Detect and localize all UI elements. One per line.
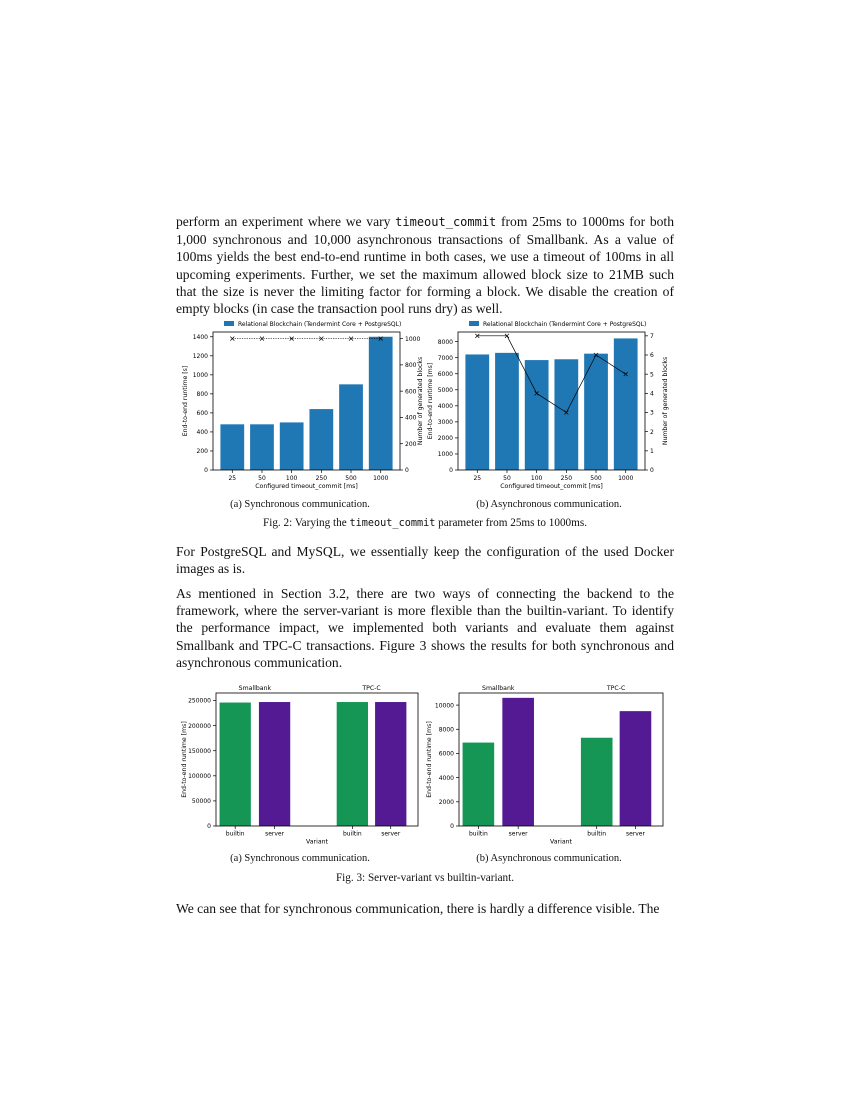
- fig2a-bar-250: [309, 409, 333, 470]
- fig3b-xtick-label: server: [625, 830, 645, 838]
- fig2a-blocks-marker: [319, 337, 323, 341]
- fig2a-ytick-label: 200: [196, 448, 208, 456]
- fig3a-bar-smallbank-builtin: [220, 703, 251, 826]
- paragraph-4: We can see that for synchronous communication, there is hardly a difference visible. The: [176, 901, 660, 916]
- fig3b-xtick-label: server: [508, 830, 528, 838]
- fig3b-group-title: TPC-C: [606, 685, 626, 692]
- fig2a-legend-label: Relational Blockchain (Tendermint Core + PostgreSQL): [238, 321, 402, 328]
- fig3b-bar-smallbank-server: [502, 698, 534, 826]
- fig2a-y2tick-label: 600: [405, 388, 417, 396]
- fig2b-ytick-label: 1000: [437, 451, 453, 459]
- fig3b-ylabel: End-to-end runtime [ms]: [426, 721, 433, 798]
- fig3a-ytick-label: 0: [207, 823, 211, 831]
- fig3a-xtick-label: server: [265, 830, 285, 838]
- fig2b-legend-swatch: [469, 321, 479, 326]
- paragraph-1-code: timeout_commit: [395, 215, 497, 229]
- fig2b-xtick-label: 100: [530, 475, 543, 482]
- paragraph-1-text-a: perform an experiment where we vary: [176, 214, 396, 229]
- fig2b-ytick-label: 2000: [437, 435, 453, 443]
- fig2b-bar-250: [554, 359, 578, 470]
- fig3a-group-title: Smallbank: [238, 685, 272, 692]
- fig2a-y2tick-label: 1000: [405, 335, 421, 343]
- fig3b-xtick-label: builtin: [468, 830, 488, 838]
- fig2a-subcaption: (a) Synchronous communication.: [230, 499, 370, 510]
- fig2a-bar-25: [220, 424, 244, 470]
- fig3a-ytick-label: 250000: [188, 697, 211, 705]
- fig2a-ytick-label: 800: [196, 391, 208, 399]
- fig2b-bar-1000: [614, 338, 638, 470]
- fig2b-y2tick-label: 5: [650, 371, 654, 379]
- fig2a-legend-swatch: [224, 321, 234, 326]
- fig3a-bar-smallbank-server: [259, 702, 290, 826]
- fig2b-y2tick-label: 1: [650, 448, 654, 456]
- fig2a-ytick-label: 1000: [192, 372, 208, 380]
- fig2b-y2tick-label: 7: [650, 333, 654, 341]
- paragraph-2: For PostgreSQL and MySQL, we essentially keep the configuration of the used Docker images as is.: [176, 544, 674, 577]
- fig3b-bar-smallbank-builtin: [463, 743, 495, 826]
- fig2b-y2tick-label: 2: [650, 428, 654, 436]
- fig2a-bar-500: [339, 384, 363, 470]
- fig3b-chart: [425, 682, 665, 846]
- fig3b-ytick-label: 4000: [438, 774, 454, 782]
- fig2a-ytick-label: 600: [196, 410, 208, 418]
- fig2b-legend-label: Relational Blockchain (Tendermint Core + PostgreSQL): [483, 321, 647, 328]
- fig2b-xtick-label: 500: [590, 475, 602, 482]
- fig3a-ytick-label: 100000: [188, 773, 211, 781]
- fig3a-xtick-label: builtin: [342, 830, 362, 838]
- fig2b-y2tick-label: 3: [650, 409, 654, 417]
- fig3b-subcaption: (b) Asynchronous communication.: [476, 853, 622, 864]
- fig3a-bar-tpc-c-builtin: [337, 702, 368, 826]
- paragraph-1: [176, 213, 674, 317]
- fig3b-ytick-label: 2000: [438, 799, 454, 807]
- fig3a-xtick-label: server: [381, 830, 401, 838]
- fig2-caption: [176, 517, 674, 529]
- fig3a-ytick-label: 200000: [188, 722, 211, 730]
- fig2a-ytick-label: 1400: [192, 333, 208, 341]
- fig2a-ylabel: End-to-end runtime [s]: [182, 365, 189, 437]
- fig2a-y2tick-label: 0: [405, 467, 409, 475]
- fig2b-xtick-label: 250: [560, 475, 573, 482]
- paragraph-3: As mentioned in Section 3.2, there are two ways of connecting the backend to the framework, where the server-variant is more flexible than the builtin-variant. To identify the performance impact, we implemented both variants and evaluate them against Smallbank and TPC-C transactions. Figure 3 shows the results for both synchronous and asynchronous communication.: [176, 586, 674, 670]
- fig3b-xlabel: Variant: [550, 838, 572, 846]
- fig2b-y2tick-label: 6: [650, 352, 654, 360]
- fig2a-ytick-label: 0: [204, 467, 208, 475]
- fig3a-xlabel: Variant: [306, 838, 328, 846]
- fig3a-bar-tpc-c-server: [375, 702, 406, 826]
- fig2-caption-b: parameter from 25ms to 1000ms.: [435, 517, 587, 529]
- fig3a-group-title: TPC-C: [362, 685, 381, 692]
- fig2a-chart: [180, 316, 424, 490]
- fig2b-xlabel: Configured timeout_commit [ms]: [500, 483, 603, 490]
- fig2a-y2tick-label: 400: [405, 414, 417, 422]
- fig2a-xtick-label: 1000: [373, 475, 389, 482]
- fig3a-xtick-label: builtin: [225, 830, 245, 838]
- fig2b-ytick-label: 3000: [437, 419, 453, 427]
- fig2a-blocks-marker: [230, 337, 234, 341]
- fig3a-ylabel: End-to-end runtime [ms]: [181, 721, 188, 798]
- fig2b-xtick-label: 25: [473, 475, 482, 482]
- fig3b-group-title: Smallbank: [482, 685, 515, 692]
- fig2b-ylabel: End-to-end runtime [ms]: [427, 362, 434, 440]
- fig2b-xtick-label: 1000: [618, 475, 634, 482]
- fig2b-chart: [425, 316, 669, 490]
- fig2b-y2tick-label: 0: [650, 467, 654, 475]
- fig3b-ytick-label: 0: [450, 823, 454, 831]
- fig2a-xtick-label: 100: [285, 475, 298, 482]
- fig2b-y2tick-label: 4: [650, 390, 654, 398]
- fig3b-xtick-label: builtin: [587, 830, 607, 838]
- fig2a-bar-50: [250, 424, 274, 470]
- fig3a-subcaption: (a) Synchronous communication.: [230, 853, 370, 864]
- fig2a-xtick-label: 50: [258, 475, 266, 482]
- fig2a-xtick-label: 250: [315, 475, 328, 482]
- fig2a-blocks-marker: [260, 337, 264, 341]
- fig2b-ytick-label: 6000: [437, 370, 453, 378]
- fig2a-ytick-label: 400: [196, 429, 208, 437]
- fig3b-ytick-label: 8000: [438, 726, 454, 734]
- fig3b-bar-tpc-c-server: [620, 711, 652, 826]
- fig2a-xtick-label: 500: [345, 475, 357, 482]
- fig2a-xlabel: Configured timeout_commit [ms]: [255, 483, 358, 490]
- paragraph-1-text-b: from 25ms to 1000ms for both 1,000 synchronous and 10,000 asynchronous transactions of Smallbank. As a value of 100ms yields the best end-to-end runtime in both cases, we use a timeout of 100ms in all upcoming experiments. Further, we set the maximum allowed block size to 21MB such that the size is never the limiting factor for forming a block. We disable the creation of empty blocks (in case the transaction pool runs dry) as well.: [176, 214, 674, 317]
- fig3a-ytick-label: 150000: [188, 747, 211, 755]
- fig3a-ytick-label: 50000: [191, 798, 211, 806]
- fig3b-ytick-label: 10000: [434, 702, 454, 710]
- fig3-caption: Fig. 3: Server-variant vs builtin-variant.: [335, 872, 515, 884]
- fig2a-y2label: Number of generated blocks: [417, 356, 424, 446]
- fig2b-ytick-label: 0: [449, 467, 453, 475]
- fig2a-bar-1000: [369, 337, 393, 470]
- fig2a-ytick-label: 1200: [192, 352, 208, 360]
- fig3b-ytick-label: 6000: [438, 750, 454, 758]
- fig3b-bar-tpc-c-builtin: [581, 738, 613, 826]
- fig2a-y2tick-label: 200: [405, 440, 417, 448]
- fig2b-ytick-label: 5000: [437, 386, 453, 394]
- fig2-caption-a: Fig. 2: Varying the: [263, 517, 350, 529]
- fig2b-subcaption: (b) Asynchronous communication.: [476, 499, 622, 510]
- fig2b-ytick-label: 8000: [437, 338, 453, 346]
- fig2b-bar-25: [465, 354, 489, 470]
- fig3a-chart: [180, 682, 420, 846]
- fig2b-ytick-label: 4000: [437, 403, 453, 411]
- fig2b-ytick-label: 7000: [437, 354, 453, 362]
- fig2b-xtick-label: 50: [503, 475, 511, 482]
- fig2a-y2tick-label: 800: [405, 362, 417, 370]
- fig2a-bar-100: [280, 422, 304, 470]
- fig2b-bar-50: [495, 353, 519, 470]
- fig2b-y2label: Number of generated blocks: [662, 356, 669, 446]
- fig2a-xtick-label: 25: [228, 475, 237, 482]
- fig2-caption-code: timeout_commit: [349, 518, 436, 529]
